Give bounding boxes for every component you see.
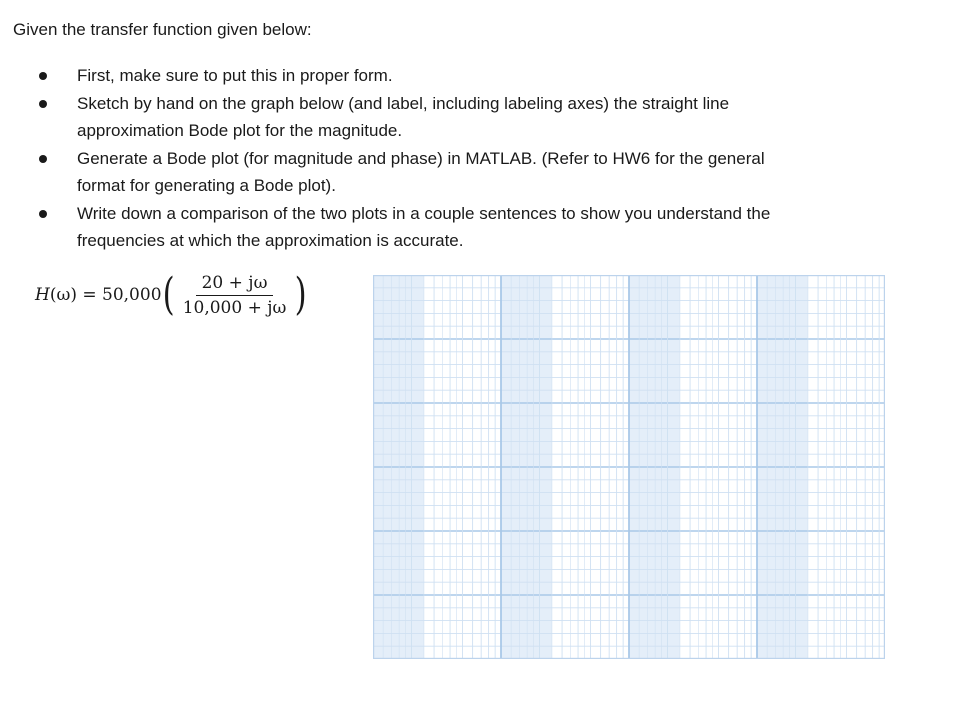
instruction-item xyxy=(0,90,877,145)
semilog-graph-paper xyxy=(373,275,885,659)
equation-function-name: H xyxy=(35,285,50,305)
right-paren: ) xyxy=(294,269,307,320)
equation-fraction xyxy=(177,273,293,318)
equation-denominator: 10,000 + jω xyxy=(182,297,287,318)
instruction-line: frequencies at which the approximation is accurate. xyxy=(77,231,464,250)
equation-lhs xyxy=(35,285,162,305)
intro-text: Given the transfer function given below: xyxy=(13,20,312,39)
left-paren: ( xyxy=(162,269,175,320)
instruction-line: Sketch by hand on the graph below (and label, including labeling axes) the straight line xyxy=(77,93,730,113)
instruction-item xyxy=(0,200,877,255)
instruction-item xyxy=(0,145,877,200)
instruction-line: approximation Bode plot for the magnitude. xyxy=(77,121,403,140)
instruction-list xyxy=(0,62,959,255)
bullet-icon xyxy=(39,100,47,108)
instruction-item xyxy=(0,62,877,90)
instruction-line: format for generating a Bode plot). xyxy=(77,176,336,195)
instruction-line: Write down a comparison of the two plots in a couple sentences to show you understand the xyxy=(77,203,771,223)
equation-argument: (ω) xyxy=(49,285,77,305)
equation-numerator: 20 + jω xyxy=(196,273,274,296)
bullet-icon xyxy=(39,155,47,163)
transfer-function-equation xyxy=(35,264,308,326)
instruction-line: First, make sure to put this in proper form. xyxy=(77,66,393,85)
bullet-icon xyxy=(39,210,47,218)
bullet-icon xyxy=(39,72,47,80)
instruction-line: Generate a Bode plot (for magnitude and phase) in MATLAB. (Refer to HW6 for the general xyxy=(77,148,765,168)
equation-gain: = 50,000 xyxy=(76,285,162,305)
